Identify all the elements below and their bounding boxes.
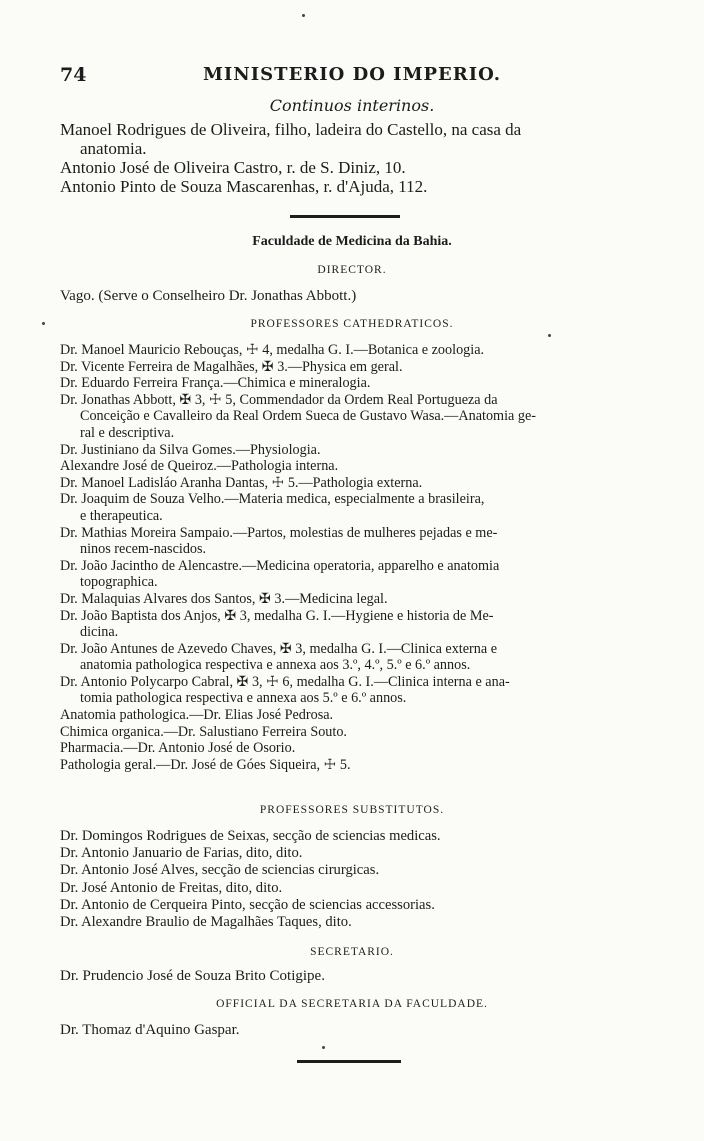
director-text: Vago. (Serve o Conselheiro Dr. Jonathas Abbott.) (60, 288, 357, 304)
substitutos-list (60, 828, 635, 931)
professor-entry-cont: ninos recem-nascidos. (80, 541, 207, 558)
professor-entry-cont: anatomia pathologica respectiva e annexa aos 3.º, 4.º, 5.º e 6.º annos. (80, 657, 471, 674)
professor-entry: Dr. Manoel Mauricio Rebouças, ☩ 4, medalha G. I.—Botanica e zoologia. (60, 342, 485, 358)
professor-entry-cont: Conceição e Cavalleiro da Real Ordem Sueca de Gustavo Wasa.—Anatomia ge- (80, 408, 536, 425)
professor-entry: Dr. Joaquim de Souza Velho.—Materia medica, especialmente a brasileira, (60, 491, 485, 508)
professor-entry: Dr. Antonio Polycarpo Cabral, ✠ 3, ☩ 6, medalha G. I.—Clinica interna e ana- (60, 673, 510, 690)
professor-entry: Dr. Malaquias Alvares dos Santos, ✠ 3.—Medicina legal. (60, 590, 388, 607)
professor-entry: Dr. João Baptista dos Anjos, ✠ 3, medalha G. I.—Hygiene e historia de Me- (60, 607, 494, 624)
professor-entry: Chimica organica.—Dr. Salustiano Ferreira Souto. (60, 723, 347, 740)
continuos-list (60, 120, 635, 196)
substituto-entry: Dr. Antonio José Alves, secção de sciencias cirurgicas. (60, 862, 380, 879)
official-text: Dr. Thomaz d'Aquino Gaspar. (60, 1022, 240, 1038)
substituto-entry: Dr. Alexandre Braulio de Magalhães Taques, dito. (60, 914, 352, 931)
professor-entry: Dr. Vicente Ferreira de Magalhães, ✠ 3.—Physica em geral. (60, 358, 403, 375)
professor-entry: Dr. João Jacintho de Alencastre.—Medicina operatoria, apparelho e anatomia (60, 557, 500, 574)
professor-entry: Dr. Justiniano da Silva Gomes.—Physiologia. (60, 441, 321, 458)
continuos-entry: Manoel Rodrigues de Oliveira, filho, ladeira do Castello, na casa da (60, 120, 522, 139)
professor-entry-cont: topographica. (80, 574, 158, 591)
substituto-entry: Dr. Antonio de Cerqueira Pinto, secção de sciencias accessorias. (60, 896, 435, 913)
professor-entry: Alexandre José de Queiroz.—Pathologia interna. (60, 458, 339, 475)
speck-mark (42, 322, 45, 325)
professor-entry: Dr. Mathias Moreira Sampaio.—Partos, molestias de mulheres pejadas e me- (60, 524, 498, 541)
secretario-heading: SECRETARIO. (310, 946, 394, 958)
professor-entry-cont: dicina. (80, 624, 119, 641)
director-heading: DIRECTOR. (317, 264, 387, 276)
continuos-entry: Antonio José de Oliveira Castro, r. de S. Diniz, 10. (60, 158, 406, 177)
professor-entry: Anatomia pathologica.—Dr. Elias José Pedrosa. (60, 707, 334, 724)
continuos-entry: Antonio Pinto de Souza Mascarenhas, r. d'Ajuda, 112. (60, 177, 428, 196)
professor-entry: Dr. Eduardo Ferreira França.—Chimica e mineralogia. (60, 375, 371, 392)
continuos-entry-cont: anatomia. (80, 139, 147, 158)
professor-entry: Dr. Manoel Ladisláo Aranha Dantas, ☩ 5.—Pathologia externa. (60, 474, 423, 491)
professor-entry-cont: ral e descriptiva. (80, 424, 175, 441)
secretario-text: Dr. Prudencio José de Souza Brito Cotigipe. (60, 968, 325, 984)
professor-entry: Dr. João Antunes de Azevedo Chaves, ✠ 3, medalha G. I.—Clinica externa e (60, 640, 497, 657)
cathedraticos-heading: PROFESSORES CATHEDRATICOS. (250, 318, 454, 330)
substituto-entry: Dr. José Antonio de Freitas, dito, dito. (60, 879, 283, 896)
substitutos-heading: PROFESSORES SUBSTITUTOS. (259, 804, 445, 816)
continuos-heading: Continuos interinos. (269, 96, 435, 115)
professor-entry: Pathologia geral.—Dr. José de Góes Siqueira, ☩ 5. (60, 756, 351, 773)
substituto-entry: Dr. Antonio Januario de Farias, dito, dito. (60, 845, 303, 862)
professor-entry: Pharmacia.—Dr. Antonio José de Osorio. (60, 740, 296, 757)
faculty-title: Faculdade de Medicina da Bahia. (252, 234, 452, 249)
substituto-entry: Dr. Domingos Rodrigues de Seixas, secção de sciencias medicas. (60, 828, 441, 844)
page-number: 74 (60, 64, 87, 86)
section-rule (290, 215, 400, 218)
running-header: MINISTERIO DO IMPERIO. (202, 64, 502, 85)
cathedraticos-list (60, 342, 635, 773)
closing-rule (297, 1060, 401, 1063)
professor-entry: Dr. Jonathas Abbott, ✠ 3, ☩ 5, Commendador da Ordem Real Portugueza da (60, 391, 498, 408)
speck-mark (322, 1046, 325, 1049)
official-heading: OFFICIAL DA SECRETARIA DA FACULDADE. (216, 998, 488, 1010)
professor-entry-cont: tomia pathologica respectiva e annexa aos 5.º e 6.º annos. (80, 690, 407, 707)
speck-mark (548, 334, 551, 337)
speck-mark (302, 14, 305, 17)
professor-entry-cont: e therapeutica. (80, 507, 163, 524)
